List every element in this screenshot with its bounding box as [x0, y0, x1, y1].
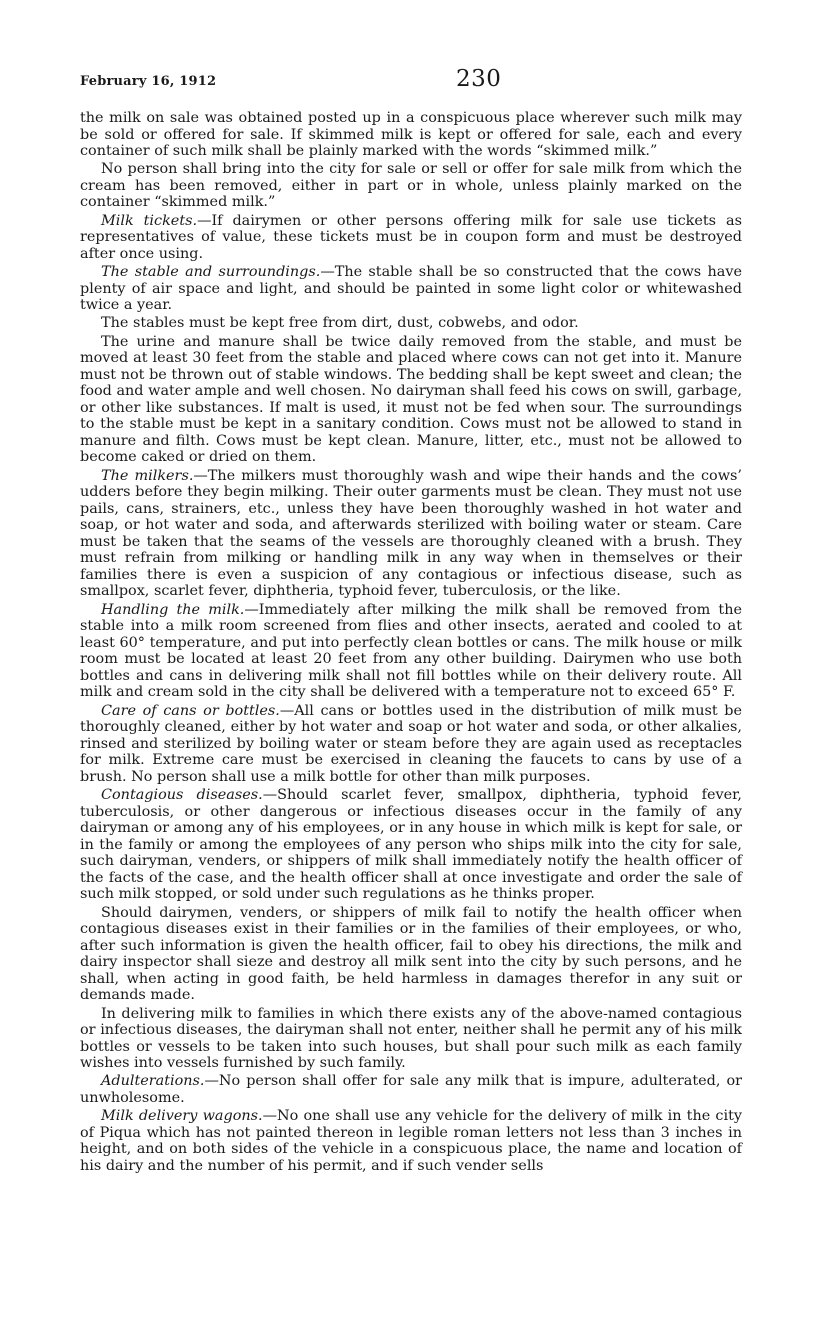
paragraph-text: —Should scarlet fever, smallpox, diphtheria, typhoid fever, tuberculosis, or other dangerous or infectious diseases occur in the family of any dairyman or among any of his employees, or in any house in which milk is kept for sale, or in the family or among the employees of any person who ships milk into the city for sale, such dairyman, venders, or shippers of milk shall immediately notify the health officer of the facts of the case, and the health officer shall at once investigate and order the sale of such milk stopped, or sold under such regulations as he thinks proper.	[80, 787, 742, 903]
paragraph	[80, 161, 742, 211]
paragraph-text: —No one shall use any vehicle for the delivery of milk in the city of Piqua which has not painted thereon in legible roman letters not less than 3 inches in height, and on both sides of the vehicle in a conspicuous place, the name and location of his dairy and the number of his permit, and if such vender sells	[80, 1108, 742, 1174]
document-body	[80, 110, 742, 1176]
paragraph-heading: The stable and surroundings.	[101, 263, 321, 280]
paragraph	[80, 334, 742, 466]
paragraph-text: —If dairymen or other persons offering milk for sale use tickets as representatives of value, these tickets must be in coupon form and must be destroyed after once using.	[80, 212, 742, 262]
paragraph	[80, 468, 742, 600]
paragraph-text: Should dairymen, venders, or shippers of milk fail to notify the health officer when contagious diseases exist in their families or in the families of their employees, or who, after such information is given the health officer, fail to obey his directions, the milk and dairy inspector shall sieze and destroy all milk sent into the city by such persons, and he shall, when acting in good faith, be held harmless in damages therefor in any suit or demands made.	[80, 904, 742, 1004]
paragraph-text: The urine and manure shall be twice daily removed from the stable, and must be moved at least 30 feet from the stable and placed where cows can not get into it. Manure must not be thrown out of stable windows. The bedding shall be kept sweet and clean; the food and water ample and well chosen. No dairyman shall feed his cows on swill, garbage, or other like substances. If malt is used, it must not be fed when sour. The surroundings to the stable must be kept in a sanitary condition. Cows must not be allowed to stand in manure and filth. Cows must be kept clean. Manure, litter, etc., must not be allowed to become caked or dried on them.	[80, 333, 742, 466]
paragraph-text: —All cans or bottles used in the distribution of milk must be thoroughly cleaned, either by hot water and soap or hot water and soda, or other alkalies, rinsed and sterilized by boiling water or steam before they are again used as receptacles for milk. Extreme care must be exercised in cleaning the faucets to cans by use of a brush. No person shall use a milk bottle for other than milk purposes.	[80, 702, 742, 785]
paragraph-heading: Adulterations.	[101, 1073, 205, 1090]
paragraph-text: —No person shall offer for sale any milk that is impure, adulterated, or unwholesome.	[80, 1073, 742, 1106]
paragraph-text: No person shall bring into the city for sale or sell or offer for sale milk from which the cream has been removed, either in part or in whole, unless plainly marked on the container “skimmed milk.”	[80, 161, 742, 211]
paragraph	[80, 264, 742, 314]
paragraph-heading: The milkers.	[101, 467, 194, 484]
paragraph	[80, 602, 742, 701]
paragraph	[80, 1108, 742, 1174]
paragraph-heading: Milk delivery wagons.	[101, 1108, 263, 1125]
paragraph-text: the milk on sale was obtained posted up in a conspicuous place wherever such milk may be sold or offered for sale. If skimmed milk is kept or offered for sale, each and every container of such milk shall be plainly marked with the words “skimmed milk.”	[80, 110, 742, 160]
paragraph	[80, 110, 742, 160]
paragraph-text: —Immediately after milking the milk shall be removed from the stable into a milk room screened from flies and other insects, aerated and cooled to at least 60° temperature, and put into perfectly clean bottles or cans. The milk house or milk room must be located at least 20 feet from any other building. Dairymen who use both bottles and cans in delivering milk shall not fill bottles while on their delivery route. All milk and cream sold in the city shall be delivered with a temperature not to exceed 65° F.	[80, 601, 742, 701]
paragraph-heading: Milk tickets.	[101, 212, 198, 229]
paragraph-heading: Care of cans or bottles.	[101, 702, 280, 719]
paragraph-text: —The stable shall be so constructed that the cows have plenty of air space and light, and should be painted in some light color or whitewashed twice a year.	[80, 263, 742, 314]
paragraph-heading: Contagious diseases.	[101, 787, 263, 804]
paragraph	[80, 1073, 742, 1106]
header-date: February 16, 1912	[80, 74, 217, 89]
paragraph-text: —The milkers must thoroughly wash and wipe their hands and the cows’ udders before they begin milking. Their outer garments must be clean. They must not use pails, cans, strainers, etc., unless they have been thoroughly washed in hot water and soap, or hot water and soda, and afterwards sterilized with boiling water or steam. Care must be taken that the seams of the vessels are thoroughly cleaned with a brush. They must refrain from milking or handling milk in any way when in themselves or their families there is even a suspicion of any contagious or infectious disease, such as smallpox, scarlet fever, diphtheria, typhoid fever, tuberculosis, or the like.	[80, 467, 742, 600]
paragraph	[80, 905, 742, 1004]
paragraph	[80, 315, 742, 332]
paragraph-heading: Handling the milk.	[101, 601, 245, 618]
paragraph	[80, 1006, 742, 1072]
paragraph-text: The stables must be kept free from dirt, dust, cobwebs, and odor.	[101, 315, 579, 332]
page-number: 230	[456, 66, 502, 92]
paragraph	[80, 703, 742, 786]
paragraph	[80, 787, 742, 903]
paragraph	[80, 213, 742, 263]
page-header	[80, 66, 740, 94]
paragraph-text: In delivering milk to families in which there exists any of the above-named contagious or infectious diseases, the dairyman shall not enter, neither shall he permit any of his milk bottles or vessels to be taken into such houses, but shall pour such milk as each family wishes into vessels furnished by such family.	[80, 1005, 742, 1072]
